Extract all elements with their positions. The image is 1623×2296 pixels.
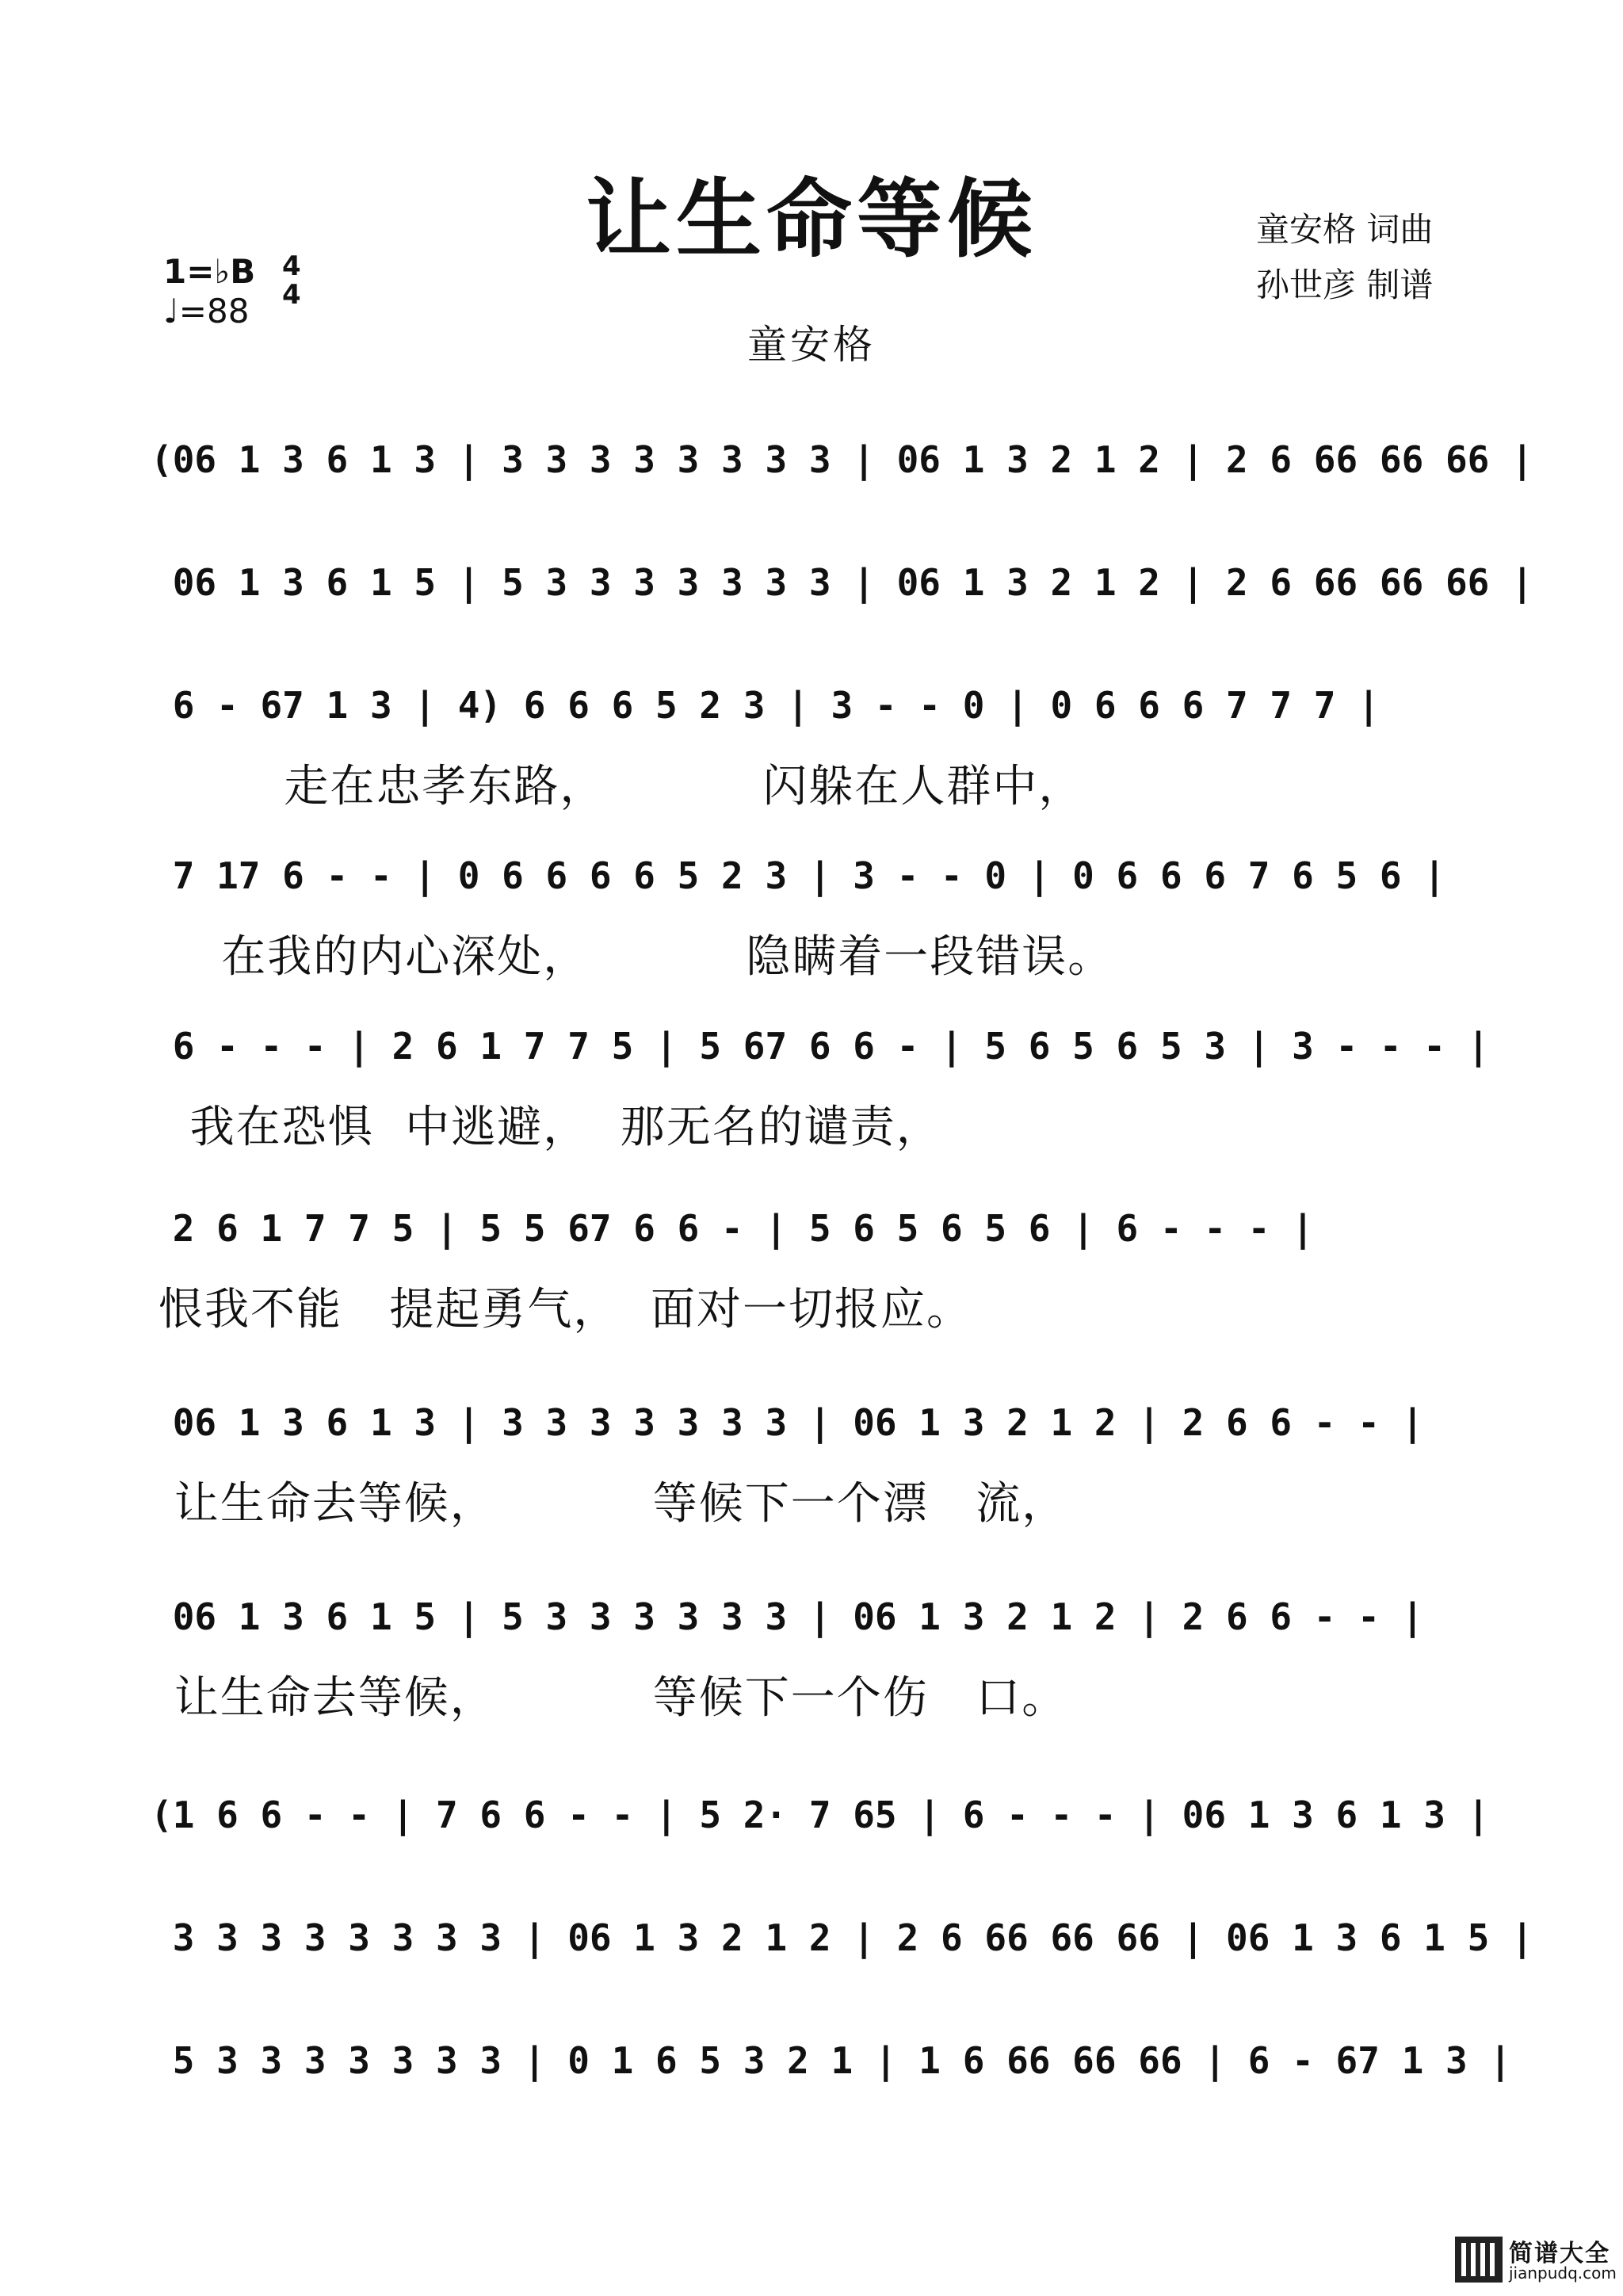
singer: 童安格	[747, 322, 876, 368]
site-logo	[1455, 2233, 1617, 2289]
time-signature	[282, 252, 301, 309]
staff-lyrics: 我在恐惧 中逃避， 那无名的谴责，	[158, 1102, 942, 1153]
staff-notes: 06 1 3 6 1 3 | 3 3 3 3 3 3 3 | 06 1 3 2 1 2 | 2 6 6 - - |	[151, 1401, 1424, 1444]
credit-transcriber: 孙世彦 制谱	[1256, 266, 1434, 304]
piano-keys-icon	[1455, 2237, 1503, 2283]
staff-notes: (1 6 6 - - | 7 6 6 - - | 5 2· 7 65 | 6 - - - | 06 1 3 6 1 3 |	[151, 1794, 1490, 1836]
staff-lyrics: 走在忠孝东路， 闪躲在人群中，	[158, 761, 1085, 812]
staff-row-11	[0, 2021, 1623, 2179]
staff-row-8	[0, 1577, 1623, 1736]
time-signature-top: 4	[282, 250, 301, 282]
staff-row-6	[0, 1189, 1623, 1347]
staff-row-5	[0, 1007, 1623, 1165]
time-signature-bottom: 4	[282, 279, 301, 311]
staff-notes: 5 3 3 3 3 3 3 3 | 0 1 6 5 3 2 1 | 1 6 66 66 66 | 6 - 67 1 3 |	[151, 2039, 1512, 2082]
credits	[1256, 202, 1433, 313]
staff-notes: (06 1 3 6 1 3 | 3 3 3 3 3 3 3 3 | 06 1 3 2 1 2 | 2 6 66 66 66 |	[151, 438, 1533, 481]
staff-lyrics: 恨我不能 提起勇气， 面对一切报应。	[158, 1284, 973, 1335]
credit-composer: 童安格 词曲	[1256, 210, 1434, 249]
staff-notes: 6 - - - | 2 6 1 7 7 5 | 5 67 6 6 - | 5 6 5 6 5 3 | 3 - - - |	[151, 1025, 1490, 1068]
staff-row-7	[0, 1383, 1623, 1541]
key-signature: 1=♭B	[163, 252, 256, 291]
song-title: 让生命等候	[585, 170, 1037, 269]
staff-row-3	[0, 666, 1623, 824]
staff-notes: 6 - 67 1 3 | 4) 6 6 6 5 2 3 | 3 - - 0 | 0 6 6 6 7 7 7 |	[151, 684, 1380, 727]
staff-notes: 06 1 3 6 1 5 | 5 3 3 3 3 3 3 | 06 1 3 2 1 2 | 2 6 6 - - |	[151, 1595, 1424, 1638]
staff-lyrics: 让生命去等候， 等候下一个伤 口。	[158, 1672, 1068, 1724]
staff-lyrics: 让生命去等候， 等候下一个漂 流，	[158, 1478, 1068, 1530]
logo-name: 简谱大全	[1509, 2240, 1610, 2267]
logo-url: jianpudq.com	[1509, 2264, 1617, 2283]
staff-notes: 06 1 3 6 1 5 | 5 3 3 3 3 3 3 3 | 06 1 3 2 1 2 | 2 6 66 66 66 |	[151, 561, 1533, 604]
tempo-marking: ♩=88	[163, 292, 250, 330]
staff-lyrics: 在我的内心深处， 隐瞒着一段错误。	[158, 931, 1114, 983]
staff-notes: 3 3 3 3 3 3 3 3 | 06 1 3 2 1 2 | 2 6 66 66 66 | 06 1 3 6 1 5 |	[151, 1916, 1533, 1959]
staff-row-4	[0, 836, 1623, 995]
staff-notes: 2 6 1 7 7 5 | 5 5 67 6 6 - | 5 6 5 6 5 6 | 6 - - - |	[151, 1207, 1314, 1250]
staff-notes: 7 17 6 - - | 0 6 6 6 6 5 2 3 | 3 - - 0 | 0 6 6 6 7 6 5 6 |	[151, 854, 1445, 897]
